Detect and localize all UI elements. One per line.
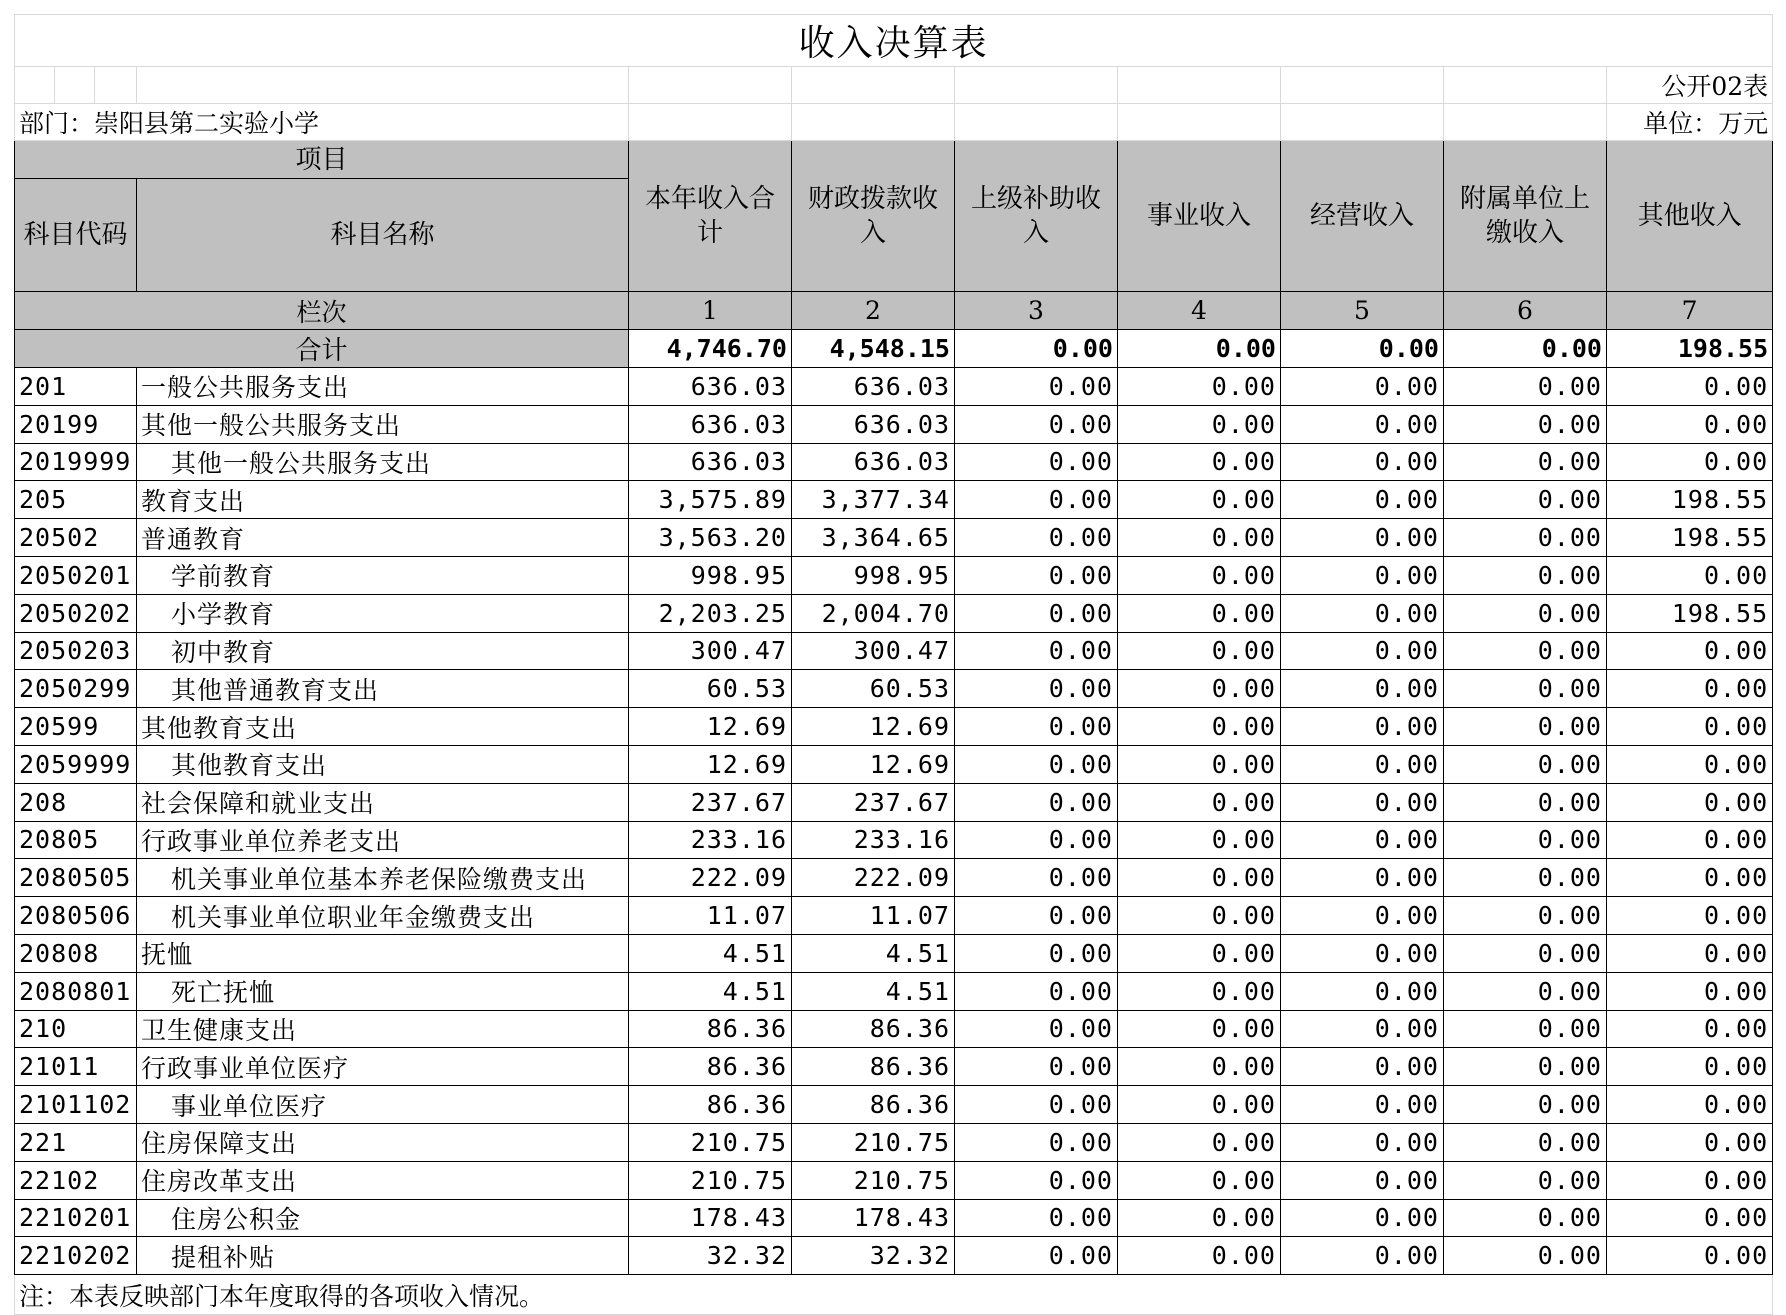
row-name: 机关事业单位职业年金缴费支出: [137, 897, 629, 935]
row-value: 3,575.89: [629, 481, 792, 519]
row-value: 0.00: [1607, 708, 1773, 746]
row-code: 20199: [15, 405, 137, 443]
table-row: [15, 1199, 1773, 1237]
header-col-1: 本年收入合计: [629, 141, 792, 292]
table-row: [15, 405, 1773, 443]
table-row: [15, 670, 1773, 708]
row-name: 住房改革支出: [137, 1161, 629, 1199]
row-value: 86.36: [629, 1086, 792, 1124]
row-value: 0.00: [1281, 481, 1444, 519]
row-value: 300.47: [792, 632, 955, 670]
row-value: 0.00: [1118, 859, 1281, 897]
row-value: 0.00: [955, 519, 1118, 557]
table-row: [15, 443, 1773, 481]
table-title: 收入决算表: [15, 15, 1773, 67]
row-value: 0.00: [1607, 783, 1773, 821]
row-value: 0.00: [1607, 1010, 1773, 1048]
row-value: 0.00: [1444, 1237, 1607, 1275]
table-row: [15, 745, 1773, 783]
row-value: 0.00: [1444, 368, 1607, 406]
row-code: 22102: [15, 1161, 137, 1199]
column-number: 5: [1281, 292, 1444, 330]
row-value: 2,004.70: [792, 594, 955, 632]
row-value: 0.00: [955, 556, 1118, 594]
row-value: 0.00: [1281, 972, 1444, 1010]
row-value: 0.00: [1281, 708, 1444, 746]
row-value: 233.16: [629, 821, 792, 859]
row-value: 12.69: [629, 708, 792, 746]
row-value: 0.00: [955, 1010, 1118, 1048]
row-value: 0.00: [955, 1123, 1118, 1161]
row-value: 222.09: [629, 859, 792, 897]
header-col-7: 其他收入: [1607, 141, 1773, 292]
row-value: 636.03: [629, 405, 792, 443]
row-code: 205: [15, 481, 137, 519]
row-value: 0.00: [955, 632, 1118, 670]
row-value: 0.00: [955, 594, 1118, 632]
row-value: 0.00: [1118, 670, 1281, 708]
row-value: 0.00: [1444, 934, 1607, 972]
row-code: 2101102: [15, 1086, 137, 1124]
row-code: 21011: [15, 1048, 137, 1086]
row-code: 20808: [15, 934, 137, 972]
table-row: [15, 632, 1773, 670]
total-value: 4,746.70: [629, 330, 792, 368]
row-value: 0.00: [1281, 1199, 1444, 1237]
row-code: 221: [15, 1123, 137, 1161]
row-name: 一般公共服务支出: [137, 368, 629, 406]
table-row: [15, 859, 1773, 897]
row-value: 0.00: [1444, 481, 1607, 519]
income-table: [14, 14, 1773, 1315]
row-value: 11.07: [792, 897, 955, 935]
row-value: 0.00: [1444, 1048, 1607, 1086]
row-value: 3,563.20: [629, 519, 792, 557]
row-value: 86.36: [792, 1010, 955, 1048]
row-name: 其他教育支出: [137, 745, 629, 783]
row-value: 32.32: [792, 1237, 955, 1275]
row-name: 社会保障和就业支出: [137, 783, 629, 821]
row-value: 0.00: [955, 897, 1118, 935]
row-value: 210.75: [629, 1161, 792, 1199]
row-name: 卫生健康支出: [137, 1010, 629, 1048]
total-value: 0.00: [1118, 330, 1281, 368]
row-value: 0.00: [1607, 1199, 1773, 1237]
row-value: 198.55: [1607, 481, 1773, 519]
row-value: 0.00: [1607, 1161, 1773, 1199]
row-code: 2019999: [15, 443, 137, 481]
row-value: 0.00: [955, 972, 1118, 1010]
row-code: 20599: [15, 708, 137, 746]
row-value: 0.00: [1444, 859, 1607, 897]
row-value: 32.32: [629, 1237, 792, 1275]
row-value: 0.00: [1118, 1086, 1281, 1124]
row-value: 0.00: [1281, 1086, 1444, 1124]
row-value: 0.00: [1444, 1123, 1607, 1161]
row-value: 4.51: [629, 972, 792, 1010]
row-code: 2080506: [15, 897, 137, 935]
row-value: 0.00: [1607, 821, 1773, 859]
table-row: [15, 1010, 1773, 1048]
row-value: 0.00: [955, 745, 1118, 783]
table-row: [15, 897, 1773, 935]
row-name: 普通教育: [137, 519, 629, 557]
row-value: 0.00: [955, 708, 1118, 746]
row-value: 12.69: [792, 708, 955, 746]
row-value: 998.95: [629, 556, 792, 594]
row-value: 636.03: [792, 405, 955, 443]
total-value: 0.00: [1444, 330, 1607, 368]
row-code: 20805: [15, 821, 137, 859]
row-value: 0.00: [1118, 1123, 1281, 1161]
row-value: 210.75: [629, 1123, 792, 1161]
row-value: 233.16: [792, 821, 955, 859]
row-name: 其他一般公共服务支出: [137, 443, 629, 481]
row-code: 2059999: [15, 745, 137, 783]
row-value: 0.00: [1118, 1161, 1281, 1199]
row-name: 其他一般公共服务支出: [137, 405, 629, 443]
row-value: 237.67: [792, 783, 955, 821]
row-value: 12.69: [792, 745, 955, 783]
row-value: 4.51: [792, 934, 955, 972]
row-value: 0.00: [1607, 632, 1773, 670]
row-value: 0.00: [1444, 1010, 1607, 1048]
row-value: 0.00: [1607, 972, 1773, 1010]
table-row: [15, 519, 1773, 557]
row-name: 住房保障支出: [137, 1123, 629, 1161]
row-value: 0.00: [1118, 632, 1281, 670]
row-value: 0.00: [1444, 1161, 1607, 1199]
header-col-5: 经营收入: [1281, 141, 1444, 292]
total-row: [15, 330, 1773, 368]
row-code: 2080505: [15, 859, 137, 897]
row-value: 636.03: [792, 368, 955, 406]
row-value: 0.00: [1118, 405, 1281, 443]
row-name: 学前教育: [137, 556, 629, 594]
row-value: 86.36: [792, 1086, 955, 1124]
row-code: 2050201: [15, 556, 137, 594]
row-value: 0.00: [1118, 1010, 1281, 1048]
row-name: 教育支出: [137, 481, 629, 519]
row-value: 0.00: [955, 481, 1118, 519]
row-value: 0.00: [1281, 821, 1444, 859]
row-value: 0.00: [955, 405, 1118, 443]
table-row: [15, 556, 1773, 594]
row-value: 0.00: [1281, 1010, 1444, 1048]
header-col-3: 上级补助收入: [955, 141, 1118, 292]
row-code: 2050203: [15, 632, 137, 670]
row-value: 0.00: [1607, 368, 1773, 406]
row-value: 0.00: [1607, 1086, 1773, 1124]
department-label: 部门：崇阳县第二实验小学: [15, 104, 629, 141]
header-col-6: 附属单位上缴收入: [1444, 141, 1607, 292]
row-value: 0.00: [1444, 745, 1607, 783]
table-row: [15, 1161, 1773, 1199]
row-value: 0.00: [955, 443, 1118, 481]
income-final-accounts-sheet: [14, 14, 1772, 1315]
row-value: 3,364.65: [792, 519, 955, 557]
row-code: 210: [15, 1010, 137, 1048]
total-label: 合计: [15, 330, 629, 368]
column-number: 7: [1607, 292, 1773, 330]
row-value: 0.00: [1607, 670, 1773, 708]
row-value: 0.00: [1118, 368, 1281, 406]
row-code: 2050299: [15, 670, 137, 708]
form-number: 公开02表: [1607, 67, 1773, 104]
row-value: 0.00: [1118, 934, 1281, 972]
row-value: 86.36: [629, 1048, 792, 1086]
row-value: 0.00: [1118, 594, 1281, 632]
table-row: [15, 481, 1773, 519]
row-value: 0.00: [955, 368, 1118, 406]
row-value: 0.00: [1118, 783, 1281, 821]
row-value: 0.00: [1607, 1123, 1773, 1161]
row-value: 0.00: [1281, 670, 1444, 708]
row-value: 0.00: [955, 670, 1118, 708]
row-value: 2,203.25: [629, 594, 792, 632]
row-name: 提租补贴: [137, 1237, 629, 1275]
row-value: 0.00: [1118, 443, 1281, 481]
table-row: [15, 1086, 1773, 1124]
row-name: 抚恤: [137, 934, 629, 972]
row-value: 0.00: [1607, 1237, 1773, 1275]
row-value: 210.75: [792, 1123, 955, 1161]
row-value: 0.00: [1607, 556, 1773, 594]
row-value: 0.00: [1444, 556, 1607, 594]
row-value: 12.69: [629, 745, 792, 783]
row-name: 初中教育: [137, 632, 629, 670]
row-value: 222.09: [792, 859, 955, 897]
row-value: 0.00: [955, 821, 1118, 859]
row-value: 0.00: [1118, 897, 1281, 935]
row-value: 300.47: [629, 632, 792, 670]
row-value: 0.00: [1281, 859, 1444, 897]
row-value: 178.43: [629, 1199, 792, 1237]
table-row: [15, 783, 1773, 821]
row-value: 0.00: [1118, 708, 1281, 746]
row-code: 2210201: [15, 1199, 137, 1237]
row-value: 0.00: [955, 1086, 1118, 1124]
row-value: 0.00: [1444, 1086, 1607, 1124]
row-value: 636.03: [629, 368, 792, 406]
column-number: 4: [1118, 292, 1281, 330]
row-value: 4.51: [629, 934, 792, 972]
row-value: 86.36: [792, 1048, 955, 1086]
row-value: 0.00: [1281, 745, 1444, 783]
row-value: 0.00: [1281, 368, 1444, 406]
row-value: 0.00: [955, 1161, 1118, 1199]
row-name: 行政事业单位养老支出: [137, 821, 629, 859]
row-value: 0.00: [1281, 934, 1444, 972]
row-value: 0.00: [1444, 972, 1607, 1010]
table-row: [15, 368, 1773, 406]
header-name: 科目名称: [137, 179, 629, 292]
row-value: 0.00: [955, 1048, 1118, 1086]
row-value: 60.53: [792, 670, 955, 708]
row-value: 0.00: [1118, 821, 1281, 859]
row-value: 0.00: [1118, 519, 1281, 557]
row-value: 0.00: [1444, 821, 1607, 859]
row-value: 0.00: [1444, 783, 1607, 821]
table-row: [15, 1048, 1773, 1086]
row-value: 0.00: [1281, 594, 1444, 632]
column-number: 2: [792, 292, 955, 330]
row-value: 0.00: [1607, 1048, 1773, 1086]
row-value: 0.00: [1444, 708, 1607, 746]
table-note: 注：本表反映部门本年度取得的各项收入情况。: [15, 1275, 1773, 1315]
row-value: 178.43: [792, 1199, 955, 1237]
row-value: 0.00: [1118, 1199, 1281, 1237]
row-value: 60.53: [629, 670, 792, 708]
row-value: 0.00: [955, 859, 1118, 897]
row-value: 0.00: [955, 1199, 1118, 1237]
row-code: 2210202: [15, 1237, 137, 1275]
table-row: [15, 594, 1773, 632]
row-value: 0.00: [1118, 481, 1281, 519]
row-value: 0.00: [1444, 1199, 1607, 1237]
row-value: 0.00: [1118, 1237, 1281, 1275]
row-value: 0.00: [955, 934, 1118, 972]
row-code: 208: [15, 783, 137, 821]
total-value: 4,548.15: [792, 330, 955, 368]
unit-label: 单位：万元: [1607, 104, 1773, 141]
row-value: 0.00: [1281, 443, 1444, 481]
column-number: 3: [955, 292, 1118, 330]
row-code: 2050202: [15, 594, 137, 632]
row-value: 0.00: [1607, 405, 1773, 443]
row-value: 0.00: [1281, 632, 1444, 670]
row-value: 0.00: [1281, 519, 1444, 557]
row-value: 0.00: [1118, 745, 1281, 783]
header-col-2: 财政拨款收入: [792, 141, 955, 292]
table-row: [15, 1123, 1773, 1161]
row-value: 0.00: [1607, 745, 1773, 783]
row-value: 198.55: [1607, 594, 1773, 632]
table-row: [15, 1237, 1773, 1275]
row-name: 小学教育: [137, 594, 629, 632]
row-value: 0.00: [955, 1237, 1118, 1275]
table-row: [15, 972, 1773, 1010]
row-value: 0.00: [1118, 556, 1281, 594]
row-code: 201: [15, 368, 137, 406]
row-value: 636.03: [792, 443, 955, 481]
column-number: 1: [629, 292, 792, 330]
row-value: 0.00: [1281, 1048, 1444, 1086]
row-name: 事业单位医疗: [137, 1086, 629, 1124]
column-index-label: 栏次: [15, 292, 629, 330]
row-value: 0.00: [955, 783, 1118, 821]
row-name: 死亡抚恤: [137, 972, 629, 1010]
row-value: 0.00: [1118, 1048, 1281, 1086]
row-name: 行政事业单位医疗: [137, 1048, 629, 1086]
row-code: 2080801: [15, 972, 137, 1010]
row-value: 0.00: [1281, 783, 1444, 821]
row-value: 4.51: [792, 972, 955, 1010]
table-row: [15, 934, 1773, 972]
row-value: 0.00: [1444, 594, 1607, 632]
row-value: 86.36: [629, 1010, 792, 1048]
row-name: 机关事业单位基本养老保险缴费支出: [137, 859, 629, 897]
row-value: 0.00: [1118, 972, 1281, 1010]
header-project: 项目: [15, 141, 629, 179]
row-value: 0.00: [1444, 443, 1607, 481]
row-code: 20502: [15, 519, 137, 557]
column-number: 6: [1444, 292, 1607, 330]
row-value: 0.00: [1607, 934, 1773, 972]
row-value: 210.75: [792, 1161, 955, 1199]
total-value: 198.55: [1607, 330, 1773, 368]
header-code: 科目代码: [15, 179, 137, 292]
row-value: 0.00: [1607, 443, 1773, 481]
row-value: 0.00: [1444, 519, 1607, 557]
row-value: 0.00: [1281, 556, 1444, 594]
row-value: 0.00: [1444, 670, 1607, 708]
table-row: [15, 708, 1773, 746]
row-value: 0.00: [1607, 859, 1773, 897]
row-value: 0.00: [1281, 1237, 1444, 1275]
row-value: 0.00: [1444, 405, 1607, 443]
row-value: 0.00: [1607, 897, 1773, 935]
row-value: 636.03: [629, 443, 792, 481]
row-value: 198.55: [1607, 519, 1773, 557]
row-value: 11.07: [629, 897, 792, 935]
row-value: 998.95: [792, 556, 955, 594]
row-value: 3,377.34: [792, 481, 955, 519]
header-col-4: 事业收入: [1118, 141, 1281, 292]
row-name: 其他教育支出: [137, 708, 629, 746]
row-value: 0.00: [1281, 1123, 1444, 1161]
row-name: 其他普通教育支出: [137, 670, 629, 708]
row-value: 237.67: [629, 783, 792, 821]
row-name: 住房公积金: [137, 1199, 629, 1237]
total-value: 0.00: [1281, 330, 1444, 368]
row-value: 0.00: [1281, 1161, 1444, 1199]
row-value: 0.00: [1444, 632, 1607, 670]
row-value: 0.00: [1281, 405, 1444, 443]
table-row: [15, 821, 1773, 859]
total-value: 0.00: [955, 330, 1118, 368]
row-value: 0.00: [1281, 897, 1444, 935]
row-value: 0.00: [1444, 897, 1607, 935]
